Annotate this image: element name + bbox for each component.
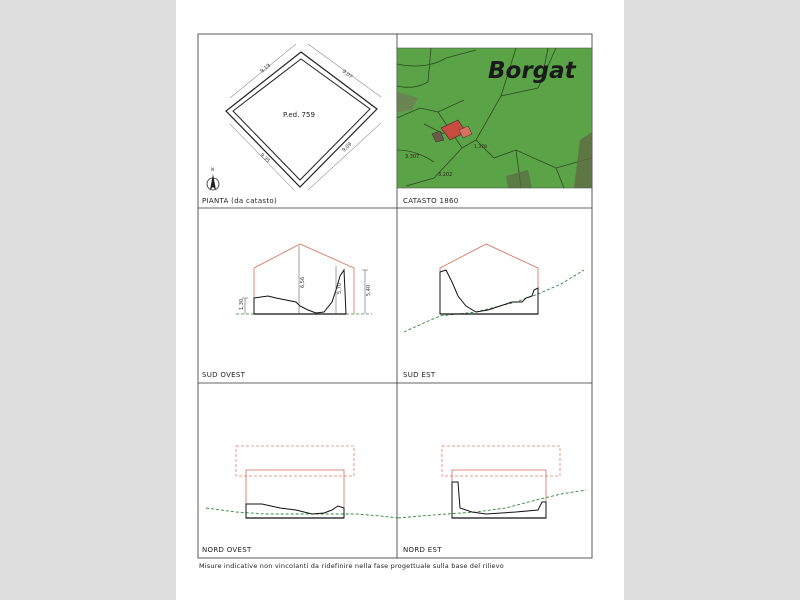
elevation-nord-est bbox=[398, 446, 586, 518]
dim-sud-ovest-height: 6,56 bbox=[300, 276, 306, 288]
map-note-3: 1.378 bbox=[474, 145, 487, 150]
sheet-caption: Misure indicative non vincolanti da ridefinire nella fase progettuale sulla base del rilievo bbox=[199, 562, 504, 570]
dim-sud-ovest-inner: 5,70 bbox=[337, 282, 343, 294]
panel-label-sud-ovest: SUD OVEST bbox=[202, 371, 246, 379]
plan-dimension-4: 9,35 bbox=[258, 152, 271, 165]
map-title: Borgat bbox=[488, 58, 576, 84]
parcel-label: P.ed. 759 bbox=[283, 111, 315, 119]
map-note-2: 3.202 bbox=[438, 172, 453, 178]
elevation-nord-ovest bbox=[206, 446, 398, 518]
dim-sud-ovest-right: 5,40 bbox=[366, 284, 372, 296]
dim-sud-ovest-left: 1,30 bbox=[239, 298, 245, 310]
plan-dimension-1: 9,19 bbox=[259, 62, 272, 75]
viewer-background-right bbox=[624, 0, 800, 600]
panel-label-pianta: PIANTA (da catasto) bbox=[202, 197, 278, 205]
panel-label-catasto: CATASTO 1860 bbox=[403, 197, 459, 205]
north-symbol: N bbox=[211, 167, 214, 172]
panel-label-sud-est: SUD EST bbox=[403, 371, 436, 379]
panel-label-nord-ovest: NORD OVEST bbox=[202, 546, 252, 554]
elevation-sud-est bbox=[404, 244, 584, 332]
plan-drawing bbox=[226, 44, 381, 190]
map-note-1: 3.307 bbox=[405, 154, 420, 160]
drawing-sheet bbox=[176, 0, 624, 600]
cadastral-map bbox=[397, 48, 592, 188]
north-arrow-icon bbox=[207, 167, 219, 190]
plan-dimension-2: 9,07 bbox=[340, 68, 354, 81]
viewer-background-left bbox=[0, 0, 176, 600]
plan-dimension-3: 9,09 bbox=[341, 141, 354, 154]
document-page bbox=[176, 0, 624, 600]
elevation-sud-ovest bbox=[236, 244, 372, 314]
panel-label-nord-est: NORD EST bbox=[403, 546, 442, 554]
